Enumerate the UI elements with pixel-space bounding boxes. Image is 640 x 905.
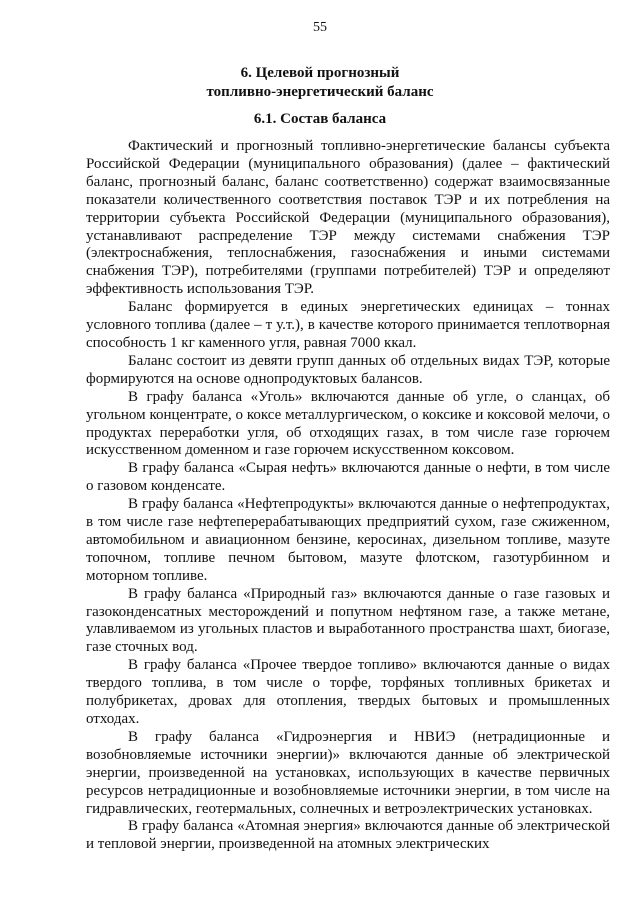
- section-title: [0, 64, 640, 102]
- paragraph: В графу баланса «Уголь» включаются данные об угле, о сланцах, об угольном концентрате, о коксе металлургическом, о коксике и коксовой мелочи, о продуктах переработки угля, об отходящих газах, в том числе газе горючем искусственном доменном и газе горючем искусственном коксовом.: [86, 388, 610, 459]
- page-number: 55: [313, 20, 327, 35]
- paragraph: В графу баланса «Атомная энергия» включаются данные об электрической и тепловой энергии, произведенной на атомных электрических: [86, 818, 610, 853]
- paragraph: Баланс формируется в единых энергетических единицах – тоннах условного топлива (далее – т у.т.), в качестве которого принимается теплотворная способность 1 кг каменного угля, равная 7000 ккал.: [86, 299, 610, 351]
- paragraph: В графу баланса «Природный газ» включаются данные о газе газовых и газоконденсатных месторождений и попутном нефтяном газе, а также метане, улавливаемом из угольных пластов и выработанного пространства шахт, биогазе, газе сточных вод.: [86, 585, 610, 656]
- paragraph: Фактический и прогнозный топливно-энергетические балансы субъекта Российской Федерации (муниципального образования) (далее – фактический баланс, прогнозный баланс, баланс соответственно) содержат взаимосвязанные показатели количественного соответствия поставок ТЭР и их потребления на территории субъекта Российской Федерации (муниципального образования), устанавливают распределение ТЭР между системами снабжения ТЭР (электроснабжения, теплоснабжения, газоснабжения и иными системами снабжения ТЭР), потребителями (группами потребителей) ТЭР и определяют эффективность использования ТЭР.: [86, 138, 610, 298]
- body-text: [86, 138, 610, 854]
- paragraph: В графу баланса «Сырая нефть» включаются данные о нефти, в том числе о газовом конденсате.: [86, 460, 610, 495]
- section-title-line-2: топливно-энергетический баланс: [206, 84, 434, 100]
- paragraph: В графу баланса «Прочее твердое топливо» включаются данные о видах твердого топлива, в том числе о торфе, торфяных топливных брикетах и полубрикетах, дровах для отопления, твердых бытовых и промышленных отходах.: [86, 657, 610, 727]
- subsection-title: 6.1. Состав баланса: [253, 111, 387, 127]
- section-title-line-1: 6. Целевой прогнозный: [240, 65, 400, 81]
- paragraph: В графу баланса «Гидроэнергия и НВИЭ (нетрадиционные и возобновляемые источники энергии)» включаются данные об электрической энергии, произведенной на установках, использующих в качестве первичных ресурсов нетрадиционные и возобновляемые источники энергии, в том числе на гидравлических, геотермальных, солнечных и ветроэлектрических установках.: [86, 728, 610, 817]
- paragraph: Баланс состоит из девяти групп данных об отдельных видах ТЭР, которые формируются на основе однопродуктовых балансов.: [86, 352, 610, 387]
- paragraph: В графу баланса «Нефтепродукты» включаются данные о нефтепродуктах, в том числе газе нефтеперерабатывающих предприятий сухом, газе сжиженном, автомобильном и авиационном бензине, керосинах, дизельном топливе, мазуте топочном, топливе печном бытовом, мазуте флотском, газотурбинном и моторном топливе.: [86, 496, 610, 584]
